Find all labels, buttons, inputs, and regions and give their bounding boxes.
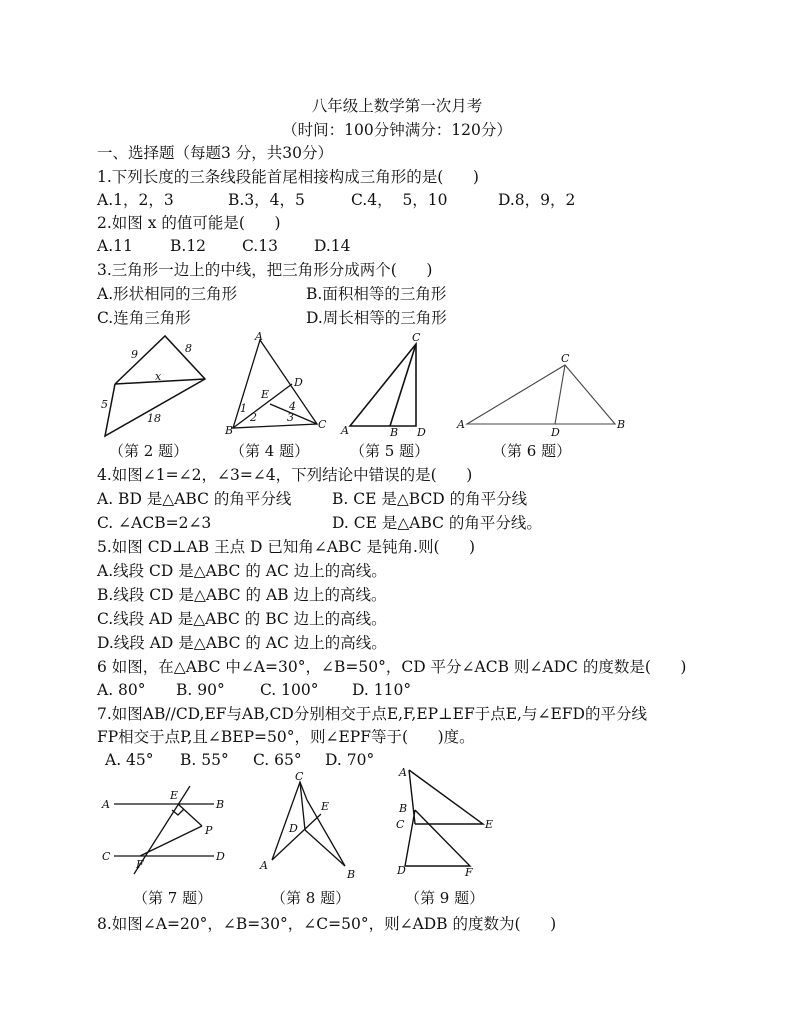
q2-option-a: A.11 [97, 237, 133, 255]
question-4-stem: 4.如图∠1=∠2，∠3=∠4，下列结论中错误的是( ) [97, 466, 473, 484]
q6-option-d: D. 110° [352, 681, 412, 699]
q7-option-b: B. 55° [180, 751, 229, 769]
label-E: E [170, 789, 179, 802]
q7-option-d: D. 70° [325, 751, 375, 769]
question-1-stem: 1.下列长度的三条线段能首尾相接构成三角形的是( ) [97, 168, 479, 186]
exam-subtitle: （时间：100分钟满分：120分） [282, 121, 512, 139]
label-8: 8 [185, 342, 192, 355]
label-C: C [561, 352, 570, 365]
q1-option-c: C.4， 5，10 [351, 191, 448, 209]
label-5: 5 [101, 398, 108, 411]
exam-title: 八年级上数学第一次月考 [311, 97, 483, 115]
caption-q4: （第 4 题） [230, 442, 310, 460]
label-A: A [457, 418, 465, 431]
q6-option-c: C. 100° [260, 681, 319, 699]
label-E: E [321, 800, 330, 813]
label-B: B [617, 418, 626, 431]
q3-option-d: D.周长相等的三角形 [306, 309, 447, 327]
q5-option-a: A.线段 CD 是△ABC 的 AC 边上的高线。 [97, 562, 387, 580]
q1-option-d: D.8，9，2 [498, 191, 576, 209]
question-3-stem: 3.三角形一边上的中线，把三角形分成两个( ) [97, 261, 433, 279]
angle-1: 1 [240, 402, 247, 415]
figure-q5-triangle [338, 332, 430, 440]
question-6-stem: 6 如图，在△ABC 中∠A=30°，∠B=50°，CD 平分∠ACB 则∠ADC 的度数是( ) [97, 658, 687, 676]
caption-q5: （第 5 题） [350, 442, 430, 460]
label-A: A [260, 859, 268, 872]
q1-option-a: A.1，2，3 [97, 191, 174, 209]
q4-option-a: A. BD 是△ABC 的角平分线 [97, 490, 292, 508]
caption-q6: （第 6 题） [492, 442, 572, 460]
label-D: D [289, 822, 298, 835]
q3-option-b: B.面积相等的三角形 [306, 285, 447, 303]
q5-option-d: D.线段 AD 是△ABC 的 AC 边上的高线。 [97, 634, 387, 652]
caption-q9: （第 9 题） [405, 889, 485, 907]
figure-q8-triangles [255, 770, 365, 880]
label-A: A [255, 330, 263, 343]
label-B: B [399, 802, 408, 815]
figure-q2-quadrilateral [95, 332, 215, 440]
question-7-stem-line1: 7.如图AB//CD,EF与AB,CD分别相交于点E,F,EP⊥EF于点E,与∠EFD的平分线 [97, 705, 647, 723]
q7-option-a: A. 45° [105, 751, 154, 769]
label-B: B [225, 424, 234, 437]
q1-option-b: B.3，4，5 [228, 191, 305, 209]
question-5-stem: 5.如图 CD⊥AB 王点 D 已知角∠ABC 是钝角.则( ) [97, 538, 476, 556]
label-A: A [102, 798, 110, 811]
label-C: C [318, 418, 327, 431]
label-C: C [102, 850, 111, 863]
angle-3: 3 [287, 411, 294, 424]
label-B: B [347, 868, 356, 881]
label-D: D [216, 850, 225, 863]
q3-option-c: C.连角三角形 [97, 309, 191, 327]
label-F: F [465, 866, 473, 879]
q2-option-c: C.13 [242, 237, 278, 255]
q2-option-d: D.14 [314, 237, 351, 255]
caption-q2: （第 2 题） [109, 442, 189, 460]
section-heading: 一、选择题（每题3 分，共30分） [97, 144, 334, 162]
figure-q6-triangle [455, 350, 630, 439]
q4-option-c: C. ∠ACB=2∠3 [97, 514, 212, 532]
question-8-stem: 8.如图∠A=20°，∠B=30°，∠C=50°，则∠ADB 的度数为( ) [97, 915, 557, 933]
question-2-stem: 2.如图 x 的值可能是( ) [97, 214, 281, 232]
label-A: A [399, 766, 407, 779]
q3-option-a: A.形状相同的三角形 [97, 285, 238, 303]
label-F: F [136, 858, 144, 871]
q6-option-a: A. 80° [97, 681, 146, 699]
label-D: D [397, 864, 406, 877]
caption-q7: （第 7 题） [133, 889, 213, 907]
q7-option-c: C. 65° [253, 751, 302, 769]
label-E: E [485, 818, 494, 831]
label-C: C [412, 331, 421, 344]
label-B: B [216, 798, 225, 811]
label-18: 18 [147, 412, 161, 425]
label-A: A [341, 424, 349, 437]
angle-2: 2 [250, 411, 257, 424]
label-9: 9 [131, 348, 138, 361]
q5-option-b: B.线段 CD 是△ABC 的 AB 边上的高线。 [97, 586, 387, 604]
label-D: D [551, 426, 560, 439]
label-P: P [205, 824, 213, 837]
label-C: C [295, 770, 304, 783]
q6-option-b: B. 90° [176, 681, 225, 699]
angle-4: 4 [289, 400, 296, 413]
figure-q9-triangles [395, 762, 505, 880]
q4-option-d: D. CE 是△ABC 的角平分线。 [332, 514, 542, 532]
label-C: C [396, 818, 405, 831]
q5-option-c: C.线段 AD 是△ABC 的 BC 边上的高线。 [97, 610, 387, 628]
q4-option-b: B. CE 是△BCD 的角平分线 [332, 490, 528, 508]
label-D: D [417, 426, 426, 439]
q2-option-b: B.12 [170, 237, 207, 255]
label-E: E [261, 388, 270, 401]
label-x: x [155, 370, 162, 383]
question-7-stem-line2: FP相交于点P,且∠BEP=50°，则∠EPF等于( )度。 [97, 728, 475, 746]
figure-q4-triangle [225, 332, 330, 440]
label-B: B [390, 426, 399, 439]
figure-q7-parallel-lines [100, 782, 235, 877]
label-D: D [294, 376, 303, 389]
caption-q8: （第 8 题） [271, 889, 351, 907]
